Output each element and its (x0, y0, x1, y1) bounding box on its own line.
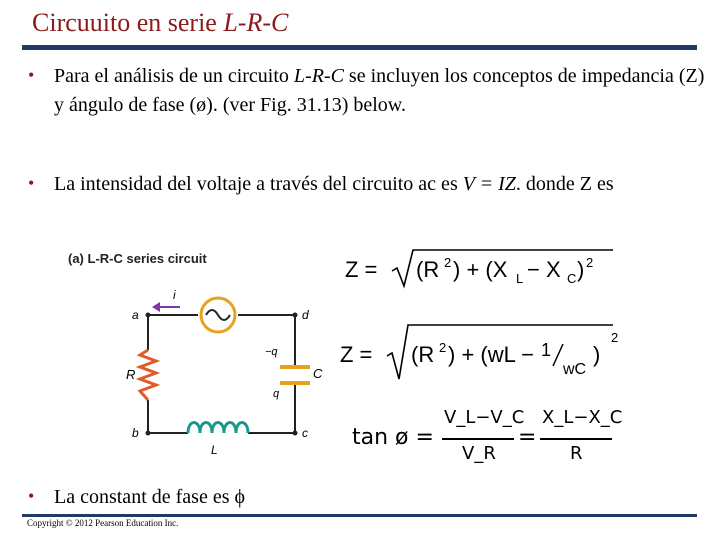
svg-text:wC: wC (563, 361, 587, 378)
tan-num2: X_L−X_C (542, 407, 623, 428)
label-C: C (313, 366, 323, 381)
label-a: a (132, 308, 139, 322)
bullet-3 (28, 483, 428, 512)
title-italic: L-R-C (223, 8, 289, 37)
svg-text:2: 2 (444, 255, 452, 270)
impedance-equation-2 (335, 320, 635, 390)
svg-text:2: 2 (611, 330, 619, 345)
tan-den1: V_R (462, 443, 496, 464)
resistor-icon (140, 350, 156, 400)
svg-text:Z =: Z = (340, 342, 373, 367)
svg-text:) + (X: ) + (X (453, 257, 508, 282)
bullet-dot: • (28, 486, 35, 506)
tan-lhs: tan ø = (352, 425, 434, 450)
bullet-dot: • (28, 173, 35, 193)
slide-title (32, 8, 288, 38)
svg-text:− X: − X (527, 257, 561, 282)
bullet-2-text: La intensidad del voltaje a través del circuito ac es V = IZ. donde Z es (54, 173, 614, 195)
copyright: Copyright © 2012 Pearson Education Inc. (27, 518, 179, 528)
label-q: q (273, 388, 280, 400)
tan-den2: R (570, 443, 583, 464)
svg-text:): ) (593, 342, 601, 367)
lrc-circuit-figure (60, 245, 330, 460)
phase-angle-equation: tan ø = V_L−V_C V_R = X_L−X_C R (352, 407, 623, 464)
title-main: Circuuito en serie (32, 8, 217, 37)
svg-text:2: 2 (586, 255, 594, 270)
footer-rule (22, 514, 697, 517)
figure-caption: (a) L-R-C series circuit (68, 251, 207, 266)
label-i: i (173, 288, 176, 302)
tan-num1: V_L−V_C (444, 407, 525, 428)
label-minus-q: −q (265, 346, 278, 358)
svg-text:(R: (R (411, 342, 435, 367)
bullet-1 (28, 62, 708, 120)
bullet-1-text: Para el análisis de un circuito L-R-C se incluyen los conceptos de impedancia (Z) y ángulo de fase (ø). (ver Fig. 31.13) below. (54, 65, 705, 116)
current-arrow-icon (152, 302, 180, 312)
svg-text:Z =: Z = (345, 257, 378, 282)
title-rule (22, 45, 697, 50)
label-L: L (211, 443, 218, 457)
impedance-equation-1 (340, 245, 620, 295)
label-d: d (302, 308, 309, 322)
svg-text:): ) (577, 257, 585, 282)
svg-text:C: C (567, 271, 577, 286)
bullet-dot: • (28, 65, 35, 85)
svg-text:1: 1 (541, 340, 552, 360)
svg-text:L: L (516, 271, 524, 286)
bullet-3-text: La constant de fase es ϕ (54, 486, 246, 508)
capacitor-icon (280, 367, 310, 383)
label-R: R (126, 367, 136, 382)
label-c: c (302, 426, 308, 440)
ac-source-icon (201, 298, 235, 332)
svg-text:) + (wL −: ) + (wL − (448, 342, 534, 367)
bullet-2 (28, 170, 708, 199)
svg-text:2: 2 (439, 340, 447, 355)
svg-text:(R: (R (416, 257, 440, 282)
label-b: b (132, 426, 139, 440)
inductor-icon (188, 423, 248, 434)
